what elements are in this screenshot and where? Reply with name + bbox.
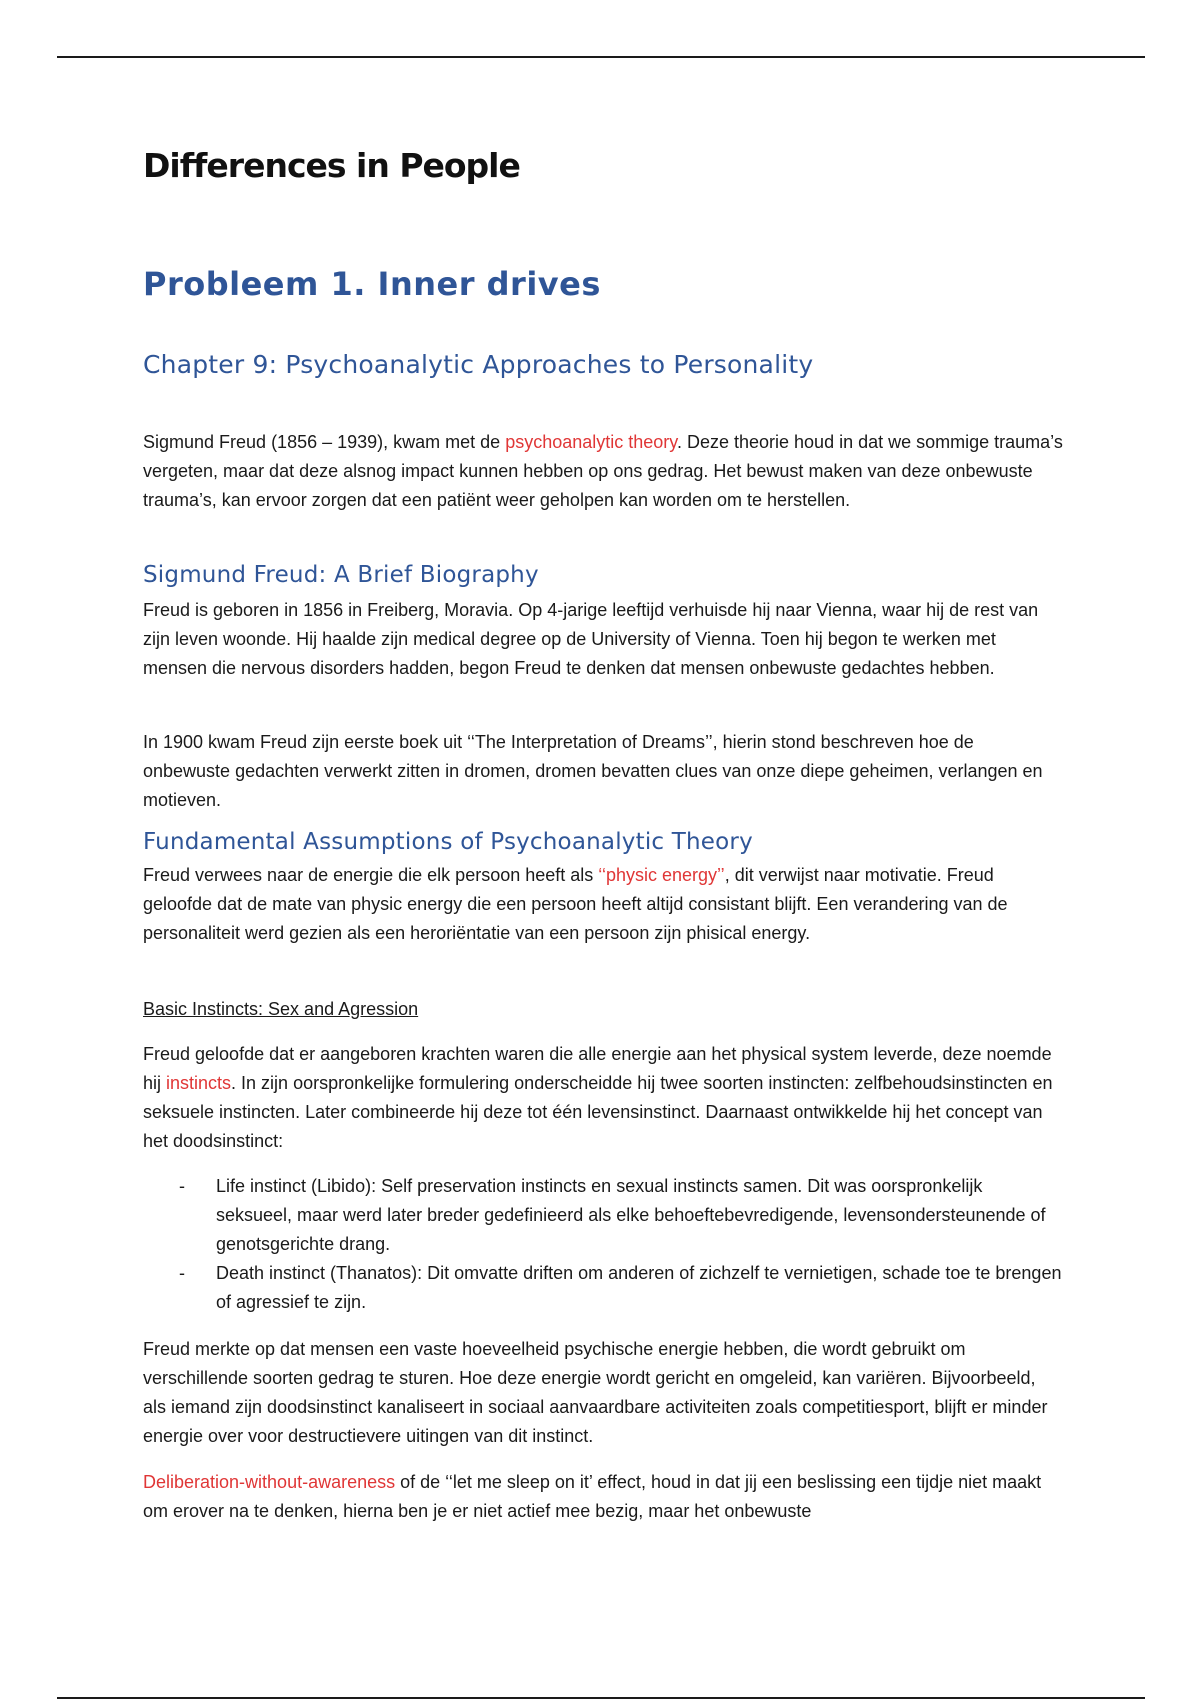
term-psychoanalytic-theory: psychoanalytic theory	[505, 432, 677, 452]
energy-paragraph: Freud merkte op dat mensen een vaste hoeveelheid psychische energie hebben, die wordt gebruikt om verschillende soorten gedrag te sturen. Hoe deze energie wordt gericht en omgeleid, kan variëren. Bijvoorbeeld, als iemand zijn doodsinstinct kanaliseert in sociaal aanvaardbare activiteiten zoals competitiesport, blijft er minder energie over voor destructievere uitingen van dit instinct.	[143, 1339, 1048, 1446]
term-instincts: instincts	[166, 1073, 232, 1093]
assumptions-text-after: , dit verwijst naar motivatie. Freud geloofde dat de mate van physic energy die een persoon heeft altijd consistant blijft. Een verandering van de personaliteit werd gezien als een heroriëntatie van een persoon zijn phisical energy.	[143, 865, 1008, 943]
assumptions-heading: Fundamental Assumptions of Psychoanalytic Theory	[143, 829, 753, 855]
problem-heading: Probleem 1. Inner drives	[143, 265, 601, 303]
bullet-dash: -	[179, 1263, 185, 1283]
assumptions-paragraph	[143, 861, 1063, 948]
instincts-subheading: Basic Instincts: Sex and Agression	[143, 999, 419, 1019]
biography-paragraph-1: Freud is geboren in 1856 in Freiberg, Moravia. Op 4-jarige leeftijd verhuisde hij naar Vienna, waar hij de rest van zijn leven woonde. Hij haalde zijn medical degree op de University of Vienna. Toen hij begon te werken met mensen die nervous disorders hadden, begon Freud te denken dat mensen onbewuste gedachtes hebben.	[143, 600, 1039, 678]
deliberation-paragraph	[143, 1468, 1063, 1526]
intro-paragraph	[143, 428, 1063, 515]
top-rule	[57, 56, 1145, 58]
instincts-text-before: Freud geloofde dat er aangeboren krachten waren die alle energie aan het physical system leverde, deze noemde hij	[143, 1044, 1052, 1093]
bullet-dash: -	[179, 1176, 185, 1196]
term-physic-energy: ‘‘physic energy’’	[598, 865, 725, 885]
instinct-list	[143, 1172, 1063, 1317]
bottom-rule	[57, 1697, 1145, 1699]
deliberation-text-after: of de ‘‘let me sleep on it’ effect, houd in dat jij een beslissing een tijdje niet maakt om erover na te denken, hierna ben je er niet actief mee bezig, maar het onbewuste	[143, 1472, 1042, 1521]
list-item-life-instinct	[143, 1172, 1063, 1259]
assumptions-text-before: Freud verwees naar de energie die elk persoon heeft als	[143, 865, 599, 885]
instincts-paragraph	[143, 1040, 1063, 1156]
term-deliberation-without-awareness: Deliberation-without-awareness	[143, 1472, 396, 1492]
list-item-death-instinct	[143, 1259, 1063, 1317]
document-title: Differences in People	[143, 146, 520, 185]
list-item-text: Death instinct (Thanatos): Dit omvatte driften om anderen of zichzelf te vernietigen, schade toe te brengen of agressief te zijn.	[216, 1263, 1062, 1312]
list-item-text: Life instinct (Libido): Self preservation instincts en sexual instincts samen. Dit was oorspronkelijk seksueel, maar werd later breder gedefinieerd als elke behoeftebevredigende, levensondersteunende of genotsgerichte drang.	[216, 1176, 1046, 1254]
chapter-heading: Chapter 9: Psychoanalytic Approaches to Personality	[143, 350, 814, 379]
instincts-text-after: . In zijn oorspronkelijke formulering onderscheidde hij twee soorten instincten: zelfbehoudsinstincten en seksuele instincten. Later combineerde hij deze tot één levensinstinct. Daarnaast ontwikkelde hij het concept van het doodsinstinct:	[143, 1073, 1053, 1151]
biography-paragraph-2: In 1900 kwam Freud zijn eerste boek uit ‘‘The Interpretation of Dreams’’, hierin stond beschreven hoe de onbewuste gedachten verwerkt zitten in dromen, dromen bevatten clues van onze diepe geheimen, verlangen en motieven.	[143, 732, 1043, 810]
biography-heading: Sigmund Freud: A Brief Biography	[143, 562, 539, 588]
intro-text-after: . Deze theorie houd in dat we sommige trauma’s vergeten, maar dat deze alsnog impact kunnen hebben op ons gedrag. Het bewust maken van deze onbewuste trauma’s, kan ervoor zorgen dat een patiënt weer geholpen kan worden om te herstellen.	[143, 432, 1063, 510]
intro-text-before: Sigmund Freud (1856 – 1939), kwam met de	[143, 432, 506, 452]
